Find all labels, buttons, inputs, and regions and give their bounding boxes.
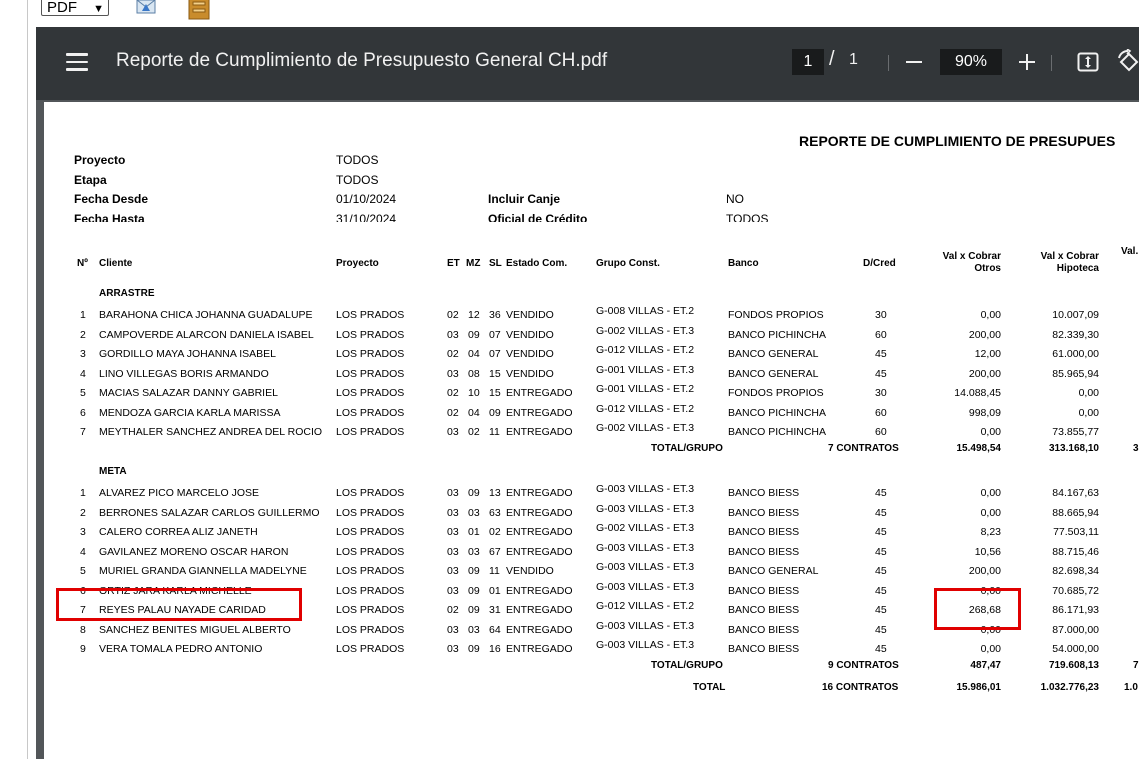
cell-mz: 02 <box>468 426 480 438</box>
cell-et: 03 <box>447 623 459 636</box>
cell-mz: 03 <box>468 506 480 519</box>
cell-otros: 14.088,45 <box>954 387 1001 399</box>
column-header: Banco <box>728 258 759 269</box>
cell-grupo: G-003 VILLAS - ET.3 <box>596 639 695 651</box>
cell-et: 02 <box>447 406 459 419</box>
cell-grupo: G-012 VILLAS - ET.2 <box>596 600 695 612</box>
cell-banco: BANCO BIESS <box>728 584 800 597</box>
cell-sl: 16 <box>489 643 501 655</box>
cell-et: 03 <box>447 487 459 499</box>
column-header: Otros <box>974 263 1001 274</box>
cell-estado: VENDIDO <box>506 328 554 341</box>
cell-n: 3 <box>80 348 86 360</box>
cell-dcred: 45 <box>875 565 887 577</box>
cell-cliente: BERRONES SALAZAR CARLOS GUILLERMO <box>99 506 320 519</box>
cell-sl: 31 <box>489 604 501 616</box>
total-contratos: 9 CONTRATOS <box>828 659 899 671</box>
cell-grupo: G-003 VILLAS - ET.3 <box>596 561 695 573</box>
cell-sl: 11 <box>489 426 500 438</box>
cell-banco: FONDOS PROPIOS <box>728 387 824 399</box>
viewer-toolbar <box>36 27 1139 100</box>
cell-sl: 15 <box>489 367 501 380</box>
left-gutter <box>0 0 28 759</box>
cell-cliente: VERA TOMALA PEDRO ANTONIO <box>99 643 263 655</box>
cell-hipoteca: 88.715,46 <box>1052 545 1099 558</box>
filter-label: Proyecto <box>74 153 126 167</box>
cell-proyecto: LOS PRADOS <box>336 643 405 655</box>
cell-mz: 08 <box>468 367 480 380</box>
cell-n: 4 <box>80 367 86 380</box>
cell-cliente: GAVILANEZ MORENO OSCAR HARON <box>99 545 289 558</box>
cell-dcred: 45 <box>875 643 887 655</box>
filter-label: Fecha Desde <box>74 192 149 206</box>
column-header: Proyecto <box>336 258 379 269</box>
page-number-input[interactable]: 1 <box>792 49 824 75</box>
cell-otros: 12,00 <box>974 348 1001 360</box>
cell-grupo: G-003 VILLAS - ET.3 <box>596 483 695 495</box>
fit-page-icon[interactable] <box>1077 52 1099 72</box>
cell-et: 03 <box>447 328 459 341</box>
cell-n: 5 <box>80 387 86 399</box>
cell-n: 1 <box>80 487 86 499</box>
cell-et: 02 <box>447 387 459 399</box>
toolbar-divider <box>888 55 889 71</box>
cell-sl: 02 <box>489 526 501 538</box>
cell-cliente: CAMPOVERDE ALARCON DANIELA ISABEL <box>99 328 314 341</box>
cell-sl: 07 <box>489 328 501 341</box>
cell-hipoteca: 82.698,34 <box>1052 565 1099 577</box>
cell-dcred: 30 <box>875 387 887 399</box>
cell-estado: VENDIDO <box>506 309 554 321</box>
cell-otros: 0,00 <box>980 623 1001 636</box>
cell-hipoteca: 86.171,93 <box>1052 604 1099 616</box>
cell-estado: ENTREGADO <box>506 506 573 519</box>
pdf-page <box>44 102 1139 759</box>
document-title: Reporte de Cumplimiento de Presupuesto General CH.pdf <box>116 50 608 71</box>
cell-hipoteca: 10.007,09 <box>1052 309 1099 321</box>
cell-banco: BANCO PICHINCHA <box>728 406 827 419</box>
cell-otros: 8,23 <box>980 526 1001 538</box>
cell-banco: BANCO GENERAL <box>728 348 819 360</box>
cell-et: 03 <box>447 526 459 538</box>
cell-estado: VENDIDO <box>506 348 554 360</box>
filter-label: Incluir Canje <box>488 192 561 206</box>
cell-dcred: 60 <box>875 328 887 341</box>
cell-hipoteca: 70.685,72 <box>1052 584 1099 597</box>
cell-banco: BANCO BIESS <box>728 623 800 636</box>
cell-otros: 0,00 <box>980 506 1001 519</box>
cell-dcred: 45 <box>875 487 887 499</box>
cell-estado: ENTREGADO <box>506 526 573 538</box>
column-header: Estado Com. <box>506 258 568 269</box>
cell-otros: 0,00 <box>980 426 1001 438</box>
cell-mz: 09 <box>468 328 480 341</box>
send-mail-icon[interactable] <box>133 0 159 16</box>
report-title: REPORTE DE CUMPLIMIENTO DE PRESUPUES <box>799 133 1116 149</box>
cell-cliente: GORDILLO MAYA JOHANNA ISABEL <box>99 348 276 360</box>
cell-grupo: G-003 VILLAS - ET.3 <box>596 580 695 593</box>
cell-estado: ENTREGADO <box>506 487 573 499</box>
cell-estado: ENTREGADO <box>506 545 573 558</box>
cell-proyecto: LOS PRADOS <box>336 584 405 597</box>
zoom-input[interactable]: 90% <box>940 49 1002 75</box>
cell-banco: BANCO BIESS <box>728 526 800 538</box>
grand-total-extra: 1.0 <box>1124 682 1138 693</box>
cell-estado: ENTREGADO <box>506 387 573 399</box>
column-header: Val. <box>1121 246 1139 257</box>
cell-dcred: 45 <box>875 526 887 538</box>
cell-cliente: MURIEL GRANDA GIANNELLA MADELYNE <box>99 565 307 577</box>
cell-banco: BANCO PICHINCHA <box>728 426 827 438</box>
cell-dcred: 45 <box>875 545 887 558</box>
cell-mz: 10 <box>468 387 480 399</box>
cell-et: 03 <box>447 506 459 519</box>
cell-grupo: G-001 VILLAS - ET.3 <box>596 363 695 376</box>
total-contratos: 7 CONTRATOS <box>828 442 899 454</box>
column-header: ET <box>447 258 460 269</box>
column-header: Val x Cobrar <box>1040 251 1099 262</box>
cell-mz: 03 <box>468 623 480 636</box>
cell-cliente: MENDOZA GARCIA KARLA MARISSA <box>99 406 281 419</box>
cell-cliente: ALVAREZ PICO MARCELO JOSE <box>99 487 260 499</box>
total-otros: 487,47 <box>970 659 1001 671</box>
cell-otros: 0,00 <box>980 487 1001 499</box>
filter-value: 01/10/2024 <box>336 192 397 206</box>
grand-total-otros: 15.986,01 <box>956 682 1001 693</box>
cell-proyecto: LOS PRADOS <box>336 526 405 538</box>
cell-banco: BANCO BIESS <box>728 545 800 558</box>
cell-n: 1 <box>80 309 86 321</box>
total-extra: 3 <box>1133 442 1139 454</box>
grand-total-label: TOTAL <box>693 682 726 693</box>
cell-cliente: MEYTHALER SANCHEZ ANDREA DEL ROCIO <box>99 426 323 438</box>
cell-sl: 15 <box>489 387 501 399</box>
column-header: Cliente <box>99 258 133 269</box>
cell-dcred: 45 <box>875 604 887 616</box>
cell-banco: FONDOS PROPIOS <box>728 309 824 321</box>
cell-estado: VENDIDO <box>506 367 554 380</box>
cell-estado: ENTREGADO <box>506 623 573 636</box>
column-header: Hipoteca <box>1056 263 1099 274</box>
cell-banco: BANCO BIESS <box>728 643 800 655</box>
cell-hipoteca: 0,00 <box>1078 406 1099 419</box>
cell-hipoteca: 84.167,63 <box>1052 487 1099 499</box>
total-hipoteca: 719.608,13 <box>1048 659 1099 671</box>
archive-icon[interactable] <box>188 0 210 20</box>
total-extra: 7 <box>1133 659 1139 671</box>
cell-dcred: 60 <box>875 426 887 438</box>
cell-hipoteca: 82.339,30 <box>1052 328 1099 341</box>
cell-mz: 12 <box>468 309 480 321</box>
cell-n: 4 <box>80 545 86 558</box>
cell-banco: BANCO BIESS <box>728 604 800 616</box>
cell-proyecto: LOS PRADOS <box>336 309 405 321</box>
cell-n: 2 <box>80 328 86 341</box>
cell-hipoteca: 61.000,00 <box>1052 348 1099 360</box>
cell-sl: 67 <box>489 545 501 558</box>
cell-n: 3 <box>80 526 86 538</box>
cell-proyecto: LOS PRADOS <box>336 406 405 419</box>
cell-hipoteca: 85.965,94 <box>1052 367 1099 380</box>
cell-cliente: CALERO CORREA ALIZ JANETH <box>99 526 258 538</box>
cell-n: 6 <box>80 584 86 597</box>
cell-sl: 09 <box>489 406 501 419</box>
column-header: D/Cred <box>863 258 896 269</box>
cell-proyecto: LOS PRADOS <box>336 348 405 360</box>
cell-mz: 09 <box>468 643 480 655</box>
cell-hipoteca: 54.000,00 <box>1052 643 1099 655</box>
grand-total-contratos: 16 CONTRATOS <box>822 682 899 693</box>
cell-et: 03 <box>447 426 459 438</box>
cell-grupo: G-002 VILLAS - ET.3 <box>596 522 695 534</box>
cell-otros: 200,00 <box>968 565 1001 577</box>
cell-proyecto: LOS PRADOS <box>336 623 405 636</box>
cell-proyecto: LOS PRADOS <box>336 565 405 577</box>
cell-mz: 09 <box>468 584 480 597</box>
group-name: META <box>99 466 127 477</box>
cell-et: 03 <box>447 643 459 655</box>
cell-grupo: G-001 VILLAS - ET.2 <box>596 383 695 395</box>
filter-value: TODOS <box>336 153 379 167</box>
cell-dcred: 45 <box>875 584 887 597</box>
filter-row-clipped <box>44 208 944 222</box>
total-label: TOTAL/GRUPO <box>651 442 723 454</box>
chevron-down-icon: ▼ <box>93 3 104 15</box>
column-header: MZ <box>466 258 481 269</box>
cell-banco: BANCO BIESS <box>728 506 800 519</box>
cell-estado: ENTREGADO <box>506 426 573 438</box>
cell-n: 7 <box>80 426 86 438</box>
cell-sl: 07 <box>489 348 501 360</box>
cell-banco: BANCO BIESS <box>728 487 800 499</box>
cell-mz: 01 <box>468 526 480 538</box>
cell-mz: 09 <box>468 565 480 577</box>
cell-mz: 09 <box>468 604 480 616</box>
filter-value: TODOS <box>336 173 379 187</box>
cell-mz: 03 <box>468 545 480 558</box>
browser-top-strip <box>0 0 1139 27</box>
cell-proyecto: LOS PRADOS <box>336 367 405 380</box>
filter-label: Etapa <box>74 173 107 187</box>
cell-cliente: REYES PALAU NAYADE CARIDAD <box>99 604 266 616</box>
cell-grupo: G-002 VILLAS - ET.3 <box>596 422 695 434</box>
total-hipoteca: 313.168,10 <box>1048 442 1099 454</box>
column-header: Grupo Const. <box>596 258 660 269</box>
highlight-box-client <box>56 588 302 621</box>
cell-n: 5 <box>80 565 86 577</box>
highlight-box-value <box>934 588 1021 630</box>
cell-proyecto: LOS PRADOS <box>336 387 405 399</box>
page-separator: / <box>829 48 835 70</box>
menu-icon[interactable] <box>66 53 88 71</box>
cell-grupo: G-003 VILLAS - ET.3 <box>596 541 695 554</box>
cell-otros: 200,00 <box>968 328 1001 341</box>
cell-n: 2 <box>80 506 86 519</box>
cell-n: 6 <box>80 406 86 419</box>
cell-grupo: G-012 VILLAS - ET.2 <box>596 402 695 415</box>
cell-et: 03 <box>447 565 459 577</box>
cell-mz: 04 <box>468 406 480 419</box>
cell-sl: 01 <box>489 584 501 597</box>
cell-sl: 36 <box>489 309 501 321</box>
cell-grupo: G-012 VILLAS - ET.2 <box>596 344 695 356</box>
page-total: 1 <box>849 51 858 68</box>
cell-et: 02 <box>447 348 459 360</box>
filter-value: 31/10/2024 <box>336 212 397 222</box>
cell-cliente: SANCHEZ BENITES MIGUEL ALBERTO <box>99 623 291 636</box>
cell-otros: 200,00 <box>968 367 1001 380</box>
cell-hipoteca: 88.665,94 <box>1052 506 1099 519</box>
filter-value: NO <box>726 192 744 206</box>
cell-sl: 13 <box>489 487 501 499</box>
cell-hipoteca: 77.503,11 <box>1053 526 1099 538</box>
cell-estado: ENTREGADO <box>506 584 573 597</box>
cell-proyecto: LOS PRADOS <box>336 604 405 616</box>
grand-total-hipoteca: 1.032.776,23 <box>1040 682 1099 693</box>
cell-et: 03 <box>447 545 459 558</box>
cell-et: 02 <box>447 309 459 321</box>
format-select[interactable] <box>41 0 109 16</box>
filter-label: Oficial de Crédito <box>488 212 588 222</box>
cell-sl: 63 <box>489 506 501 519</box>
cell-dcred: 45 <box>875 367 887 380</box>
cell-n: 8 <box>80 623 86 636</box>
column-header: Nº <box>77 258 88 269</box>
cell-otros: 998,09 <box>968 406 1001 419</box>
cell-hipoteca: 0,00 <box>1078 387 1099 399</box>
group-name: ARRASTRE <box>99 288 155 299</box>
cell-grupo: G-008 VILLAS - ET.2 <box>596 305 695 317</box>
zoom-in-icon[interactable] <box>1019 53 1037 71</box>
column-header: SL <box>489 258 502 269</box>
cell-estado: ENTREGADO <box>506 643 573 655</box>
cell-hipoteca: 87.000,00 <box>1052 623 1099 636</box>
filter-value: TODOS <box>726 212 769 222</box>
cell-cliente: ORTIZ JARA KARLA MICHELLE <box>99 584 252 597</box>
total-label: TOTAL/GRUPO <box>651 659 723 671</box>
toolbar-divider <box>1051 55 1052 71</box>
cell-mz: 09 <box>468 487 480 499</box>
cell-otros: 0,00 <box>980 584 1001 597</box>
cell-proyecto: LOS PRADOS <box>336 545 405 558</box>
cell-grupo: G-003 VILLAS - ET.3 <box>596 502 695 515</box>
column-header: Val x Cobrar <box>942 251 1001 262</box>
cell-proyecto: LOS PRADOS <box>336 506 405 519</box>
cell-proyecto: LOS PRADOS <box>336 328 405 341</box>
cell-proyecto: LOS PRADOS <box>336 426 405 438</box>
format-select-value: PDF <box>47 0 77 16</box>
total-otros: 15.498,54 <box>956 442 1001 454</box>
cell-hipoteca: 73.855,77 <box>1052 426 1099 438</box>
cell-proyecto: LOS PRADOS <box>336 487 405 499</box>
cell-mz: 04 <box>468 348 480 360</box>
cell-banco: BANCO GENERAL <box>728 565 819 577</box>
cell-banco: BANCO GENERAL <box>728 367 819 380</box>
cell-otros: 0,00 <box>980 309 1001 321</box>
cell-dcred: 45 <box>875 506 887 519</box>
cell-sl: 64 <box>489 623 501 636</box>
filter-label: Fecha Hasta <box>74 212 145 222</box>
cell-otros: 268,68 <box>968 604 1001 616</box>
cell-et: 03 <box>447 584 459 597</box>
zoom-out-icon[interactable] <box>906 61 922 63</box>
cell-cliente: MACIAS SALAZAR DANNY GABRIEL <box>99 387 278 399</box>
cell-dcred: 30 <box>875 309 887 321</box>
cell-grupo: G-003 VILLAS - ET.3 <box>596 619 695 632</box>
cell-otros: 10,56 <box>974 545 1001 558</box>
cell-n: 9 <box>80 643 86 655</box>
cell-dcred: 60 <box>875 406 887 419</box>
cell-otros: 0,00 <box>980 643 1001 655</box>
cell-cliente: BARAHONA CHICA JOHANNA GUADALUPE <box>99 309 313 321</box>
cell-estado: VENDIDO <box>506 565 554 577</box>
cell-sl: 11 <box>489 565 500 577</box>
cell-grupo: G-002 VILLAS - ET.3 <box>596 324 695 337</box>
cell-et: 02 <box>447 604 459 616</box>
cell-cliente: LINO VILLEGAS BORIS ARMANDO <box>99 367 269 380</box>
cell-estado: ENTREGADO <box>506 406 573 419</box>
cell-estado: ENTREGADO <box>506 604 573 616</box>
cell-n: 7 <box>80 604 86 616</box>
cell-dcred: 45 <box>875 623 887 636</box>
cell-dcred: 45 <box>875 348 887 360</box>
cell-banco: BANCO PICHINCHA <box>728 328 827 341</box>
rotate-icon[interactable] <box>1116 49 1139 75</box>
cell-et: 03 <box>447 367 459 380</box>
